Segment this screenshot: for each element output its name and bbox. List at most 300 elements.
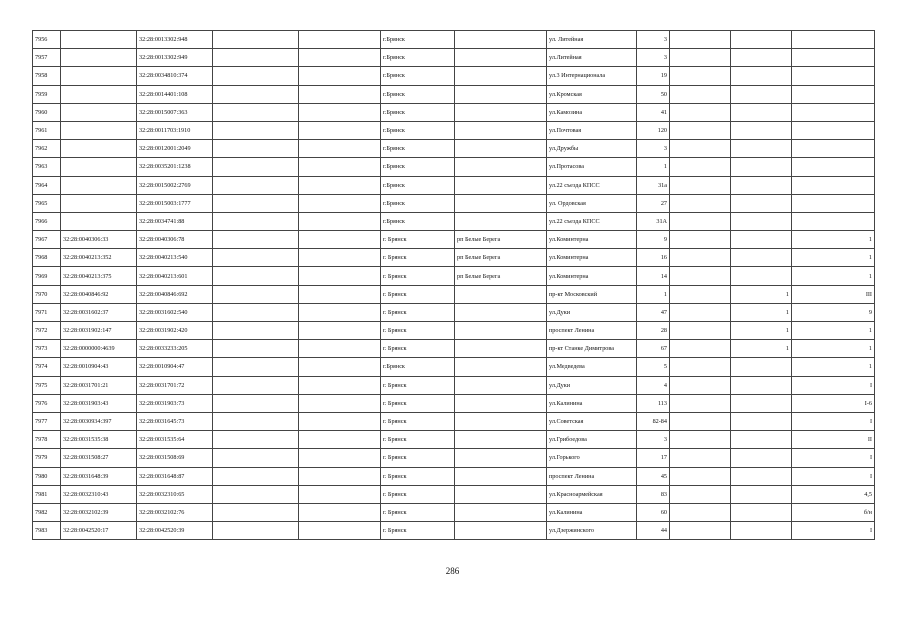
table-cell: I [792,467,875,485]
table-cell [213,412,299,430]
table-cell: 32:28:0010904:43 [61,358,137,376]
table-cell: г. Брянск [381,322,455,340]
table-cell: г. Брянск [381,340,455,358]
table-cell: г. Брянск [381,449,455,467]
table-cell: 32:28:0031645:73 [137,412,213,430]
table-cell [455,194,547,212]
table-cell [670,140,731,158]
table-cell [731,158,792,176]
table-cell [455,176,547,194]
table-cell [299,449,381,467]
table-cell: ул.Коминтерна [547,249,637,267]
table-cell: 1 [792,340,875,358]
table-cell: ул.Протасова [547,158,637,176]
table-cell [299,412,381,430]
table-cell [299,394,381,412]
table-cell [213,140,299,158]
table-cell: 9 [792,303,875,321]
table-cell [213,158,299,176]
table-row [33,431,875,449]
table-cell: 32:28:0042520:39 [137,522,213,540]
table-cell: 1 [637,285,670,303]
table-cell: ул.Горького [547,449,637,467]
table-cell [455,140,547,158]
table-cell: 32:28:0034810:374 [137,67,213,85]
table-cell: г. Брянск [381,303,455,321]
table-cell: 32:28:0032310:65 [137,485,213,503]
table-cell: 45 [637,467,670,485]
table-cell: 7979 [33,449,61,467]
table-cell: 7961 [33,121,61,139]
table-cell: 32:28:0040213:540 [137,249,213,267]
table-cell [455,358,547,376]
table-cell [731,231,792,249]
table-cell: 32:28:0031508:69 [137,449,213,467]
table-cell [455,67,547,85]
table-row [33,303,875,321]
table-cell [792,67,875,85]
table-cell: 7980 [33,467,61,485]
table-cell: 32:28:0000000:4639 [61,340,137,358]
table-cell [455,85,547,103]
table-cell [455,376,547,394]
table-cell [731,267,792,285]
table-cell: 32:28:0013302:948 [137,31,213,49]
table-row [33,522,875,540]
table-cell [792,140,875,158]
table-cell: 5 [637,358,670,376]
table-cell: ул.Медведева [547,358,637,376]
table-cell: г.Брянск [381,140,455,158]
table-cell: 7970 [33,285,61,303]
table-cell: 7957 [33,49,61,67]
table-cell: 32:28:0015002:2769 [137,176,213,194]
table-cell: г.Брянск [381,176,455,194]
table-cell: 32:28:0035201:1238 [137,158,213,176]
table-cell [731,103,792,121]
table-cell [455,303,547,321]
table-cell: 7974 [33,358,61,376]
table-cell: 1 [637,158,670,176]
table-cell: ул.Коминтерна [547,267,637,285]
table-cell [455,522,547,540]
table-cell: ул.Красноармейская [547,485,637,503]
table-cell: 32:28:0033233:205 [137,340,213,358]
table-cell: 32:28:0040306:78 [137,231,213,249]
table-row [33,85,875,103]
table-cell: 67 [637,340,670,358]
table-cell [670,285,731,303]
table-cell: б/н [792,503,875,521]
table-cell [455,394,547,412]
table-cell: г.Брянск [381,67,455,85]
table-row [33,158,875,176]
table-cell: 3 [637,49,670,67]
table-cell [299,431,381,449]
table-cell [61,31,137,49]
table-cell: 7959 [33,85,61,103]
table-cell: 1 [731,285,792,303]
table-cell [670,376,731,394]
table-cell: 50 [637,85,670,103]
table-cell [670,158,731,176]
table-cell: г.Брянск [381,121,455,139]
table-cell [731,467,792,485]
table-cell [299,522,381,540]
table-cell: 32:28:0032310:43 [61,485,137,503]
table-cell [61,158,137,176]
table-cell [299,322,381,340]
table-cell [731,376,792,394]
table-row [33,267,875,285]
table-cell: пр-кт Московский [547,285,637,303]
table-cell: 7962 [33,140,61,158]
table-cell [455,49,547,67]
table-cell: г. Брянск [381,376,455,394]
table-cell: 1 [731,322,792,340]
table-cell: 7978 [33,431,61,449]
table-cell: 32:28:0031903:43 [61,394,137,412]
table-cell: ул.Советская [547,412,637,430]
table-cell: ул.Кромская [547,85,637,103]
table-cell [299,140,381,158]
table-cell: 31а [637,176,670,194]
table-cell: 1 [792,249,875,267]
table-cell: I [792,412,875,430]
table-cell [670,322,731,340]
table-row [33,249,875,267]
table-cell: 32:28:0012001:2049 [137,140,213,158]
table-cell: 7975 [33,376,61,394]
table-cell: г. Брянск [381,522,455,540]
table-cell: 32:28:0015003:1777 [137,194,213,212]
table-cell: г.Брянск [381,31,455,49]
table-cell: ул. Литейная [547,31,637,49]
table-cell: ул.Коминтерна [547,231,637,249]
table-cell: пр-кт Станке Димитрова [547,340,637,358]
table-cell [455,212,547,230]
table-cell [61,67,137,85]
table-cell [299,49,381,67]
table-cell: 4,5 [792,485,875,503]
table-cell: 3 [637,140,670,158]
table-cell: 16 [637,249,670,267]
table-row [33,49,875,67]
table-cell: ул.Калинина [547,394,637,412]
table-cell [455,485,547,503]
table-cell: г. Брянск [381,431,455,449]
table-cell: 32:28:0031701:21 [61,376,137,394]
table-cell: 32:28:0031648:87 [137,467,213,485]
table-cell: 1 [792,231,875,249]
table-cell [61,49,137,67]
table-cell [731,31,792,49]
table-cell: 7981 [33,485,61,503]
table-cell: I [792,522,875,540]
table-row [33,194,875,212]
table-cell [213,103,299,121]
table-cell: 32:28:0031602:540 [137,303,213,321]
table-cell: 27 [637,194,670,212]
table-cell: ул.Дуки [547,376,637,394]
table-cell [731,522,792,540]
table-cell [213,503,299,521]
table-cell [213,431,299,449]
table-cell [61,121,137,139]
table-cell: 32:28:0011703:1910 [137,121,213,139]
table-cell [731,503,792,521]
table-cell [731,249,792,267]
table-cell [299,340,381,358]
table-cell [670,194,731,212]
table-cell [731,85,792,103]
table-cell [792,103,875,121]
table-cell [455,412,547,430]
table-cell: ул.Дуки [547,303,637,321]
table-cell [213,49,299,67]
table-row [33,121,875,139]
table-body [33,31,875,540]
table-cell [213,267,299,285]
table-cell [455,503,547,521]
table-cell: 32:28:0040213:352 [61,249,137,267]
table-cell: 14 [637,267,670,285]
table-cell: 1 [731,303,792,321]
table-cell: 7983 [33,522,61,540]
table-cell: 32:28:0015007:363 [137,103,213,121]
table-cell: ул.Дружбы [547,140,637,158]
table-cell [299,358,381,376]
table-cell [299,31,381,49]
table-cell [213,358,299,376]
table-cell [792,194,875,212]
table-cell [213,231,299,249]
table-cell: г. Брянск [381,394,455,412]
table-cell: ул.Литейная [547,49,637,67]
table-cell [299,103,381,121]
table-cell [61,194,137,212]
table-cell [670,85,731,103]
table-cell: г.Брянск [381,49,455,67]
table-cell: 7966 [33,212,61,230]
table-cell: 1 [731,340,792,358]
table-cell: 32:28:0031602:37 [61,303,137,321]
table-cell [299,212,381,230]
table-cell [792,176,875,194]
table-cell: 7972 [33,322,61,340]
table-row [33,67,875,85]
table-cell [299,176,381,194]
table-cell: г. Брянск [381,249,455,267]
table-cell: г. Брянск [381,503,455,521]
table-cell [299,285,381,303]
table-row [33,231,875,249]
table-cell [61,103,137,121]
table-cell: 7976 [33,394,61,412]
table-cell [299,267,381,285]
table-cell [670,31,731,49]
table-cell: г. Брянск [381,267,455,285]
table-cell [670,522,731,540]
table-cell [670,49,731,67]
table-cell [670,394,731,412]
table-cell [670,467,731,485]
table-row [33,467,875,485]
table-cell [299,485,381,503]
table-cell: ул.Почтовая [547,121,637,139]
table-cell: рп Белые Берега [455,249,547,267]
table-cell: 113 [637,394,670,412]
table-cell [792,31,875,49]
table-cell: 17 [637,449,670,467]
table-cell: 7967 [33,231,61,249]
table-cell: 32:28:0030934:397 [61,412,137,430]
table-cell [670,449,731,467]
table-row [33,103,875,121]
table-row [33,503,875,521]
table-cell: проспект Ленина [547,467,637,485]
table-row [33,358,875,376]
table-cell [455,121,547,139]
table-cell [670,249,731,267]
table-cell: г. Брянск [381,485,455,503]
table-cell [213,194,299,212]
table-cell [731,412,792,430]
table-cell: г.Брянск [381,194,455,212]
table-cell: I-6 [792,394,875,412]
table-cell [792,158,875,176]
table-cell: 32:28:0013302:949 [137,49,213,67]
table-cell: г.Брянск [381,358,455,376]
table-row [33,340,875,358]
table-cell [213,121,299,139]
table-row [33,449,875,467]
table-cell [299,194,381,212]
table-cell [731,485,792,503]
table-row [33,140,875,158]
table-cell [670,176,731,194]
table-cell: 7982 [33,503,61,521]
table-cell [670,358,731,376]
table-row [33,322,875,340]
table-cell: г.Брянск [381,158,455,176]
table-cell [299,158,381,176]
table-cell: ул.22 съезда КПСС [547,212,637,230]
table-cell [299,85,381,103]
table-cell: 7958 [33,67,61,85]
table-row [33,376,875,394]
table-cell: г. Брянск [381,231,455,249]
table-cell: 32:28:0031535:38 [61,431,137,449]
table-cell [670,503,731,521]
table-cell [731,49,792,67]
table-cell: 1 [792,267,875,285]
table-cell [731,140,792,158]
table-cell: 32:28:0034741:88 [137,212,213,230]
table-cell [455,322,547,340]
table-cell [213,449,299,467]
table-cell: 32:28:0014401:108 [137,85,213,103]
table-cell [213,67,299,85]
table-cell: 32:28:0040213:375 [61,267,137,285]
table-cell [299,249,381,267]
table-cell: 32:28:0040846:692 [137,285,213,303]
table-cell [792,85,875,103]
table-cell [455,285,547,303]
table-cell [455,467,547,485]
table-row [33,176,875,194]
table-cell [213,303,299,321]
table-cell [731,212,792,230]
table-cell: 1 [792,358,875,376]
table-cell: 32:28:0031508:27 [61,449,137,467]
table-cell [455,158,547,176]
table-cell: 1 [792,322,875,340]
table-cell [213,322,299,340]
table-cell: 44 [637,522,670,540]
table-cell [213,85,299,103]
table-cell [61,212,137,230]
table-cell: 3 [637,431,670,449]
table-cell: г. Брянск [381,285,455,303]
table-cell: II [792,431,875,449]
table-cell: рп Белые Берега [455,231,547,249]
table-cell [213,31,299,49]
table-cell [670,67,731,85]
table-cell [792,121,875,139]
table-cell: 32:28:0040846:92 [61,285,137,303]
table-cell: 47 [637,303,670,321]
table-cell: 41 [637,103,670,121]
table-cell [670,103,731,121]
table-cell: ул.3 Интернационала [547,67,637,85]
table-cell [299,467,381,485]
page-number: 286 [445,566,460,576]
table-cell: г.Брянск [381,212,455,230]
table-cell: 7963 [33,158,61,176]
registry-table [32,30,875,540]
table-cell [731,194,792,212]
table-cell: I [792,449,875,467]
table-cell: рп Белые Берега [455,267,547,285]
table-cell [670,340,731,358]
table-cell: 7965 [33,194,61,212]
table-cell: III [792,285,875,303]
table-cell [213,249,299,267]
table-row [33,212,875,230]
table-cell [670,303,731,321]
table-cell [61,140,137,158]
table-cell: ул.Грибоедова [547,431,637,449]
table-cell: 32:28:0032102:76 [137,503,213,521]
table-cell: 32:28:0042520:17 [61,522,137,540]
table-cell [731,449,792,467]
table-cell: 31А [637,212,670,230]
table-cell [792,49,875,67]
table-cell [213,376,299,394]
table-cell: 32:28:0031902:147 [61,322,137,340]
table-cell: 82-84 [637,412,670,430]
table-cell [213,522,299,540]
table-cell: 60 [637,503,670,521]
table-cell: 32:28:0031535:64 [137,431,213,449]
table-cell [61,176,137,194]
table-cell: 32:28:0031701:72 [137,376,213,394]
table-cell [299,376,381,394]
table-cell [670,121,731,139]
table-cell: ул.Камозина [547,103,637,121]
table-cell [299,231,381,249]
